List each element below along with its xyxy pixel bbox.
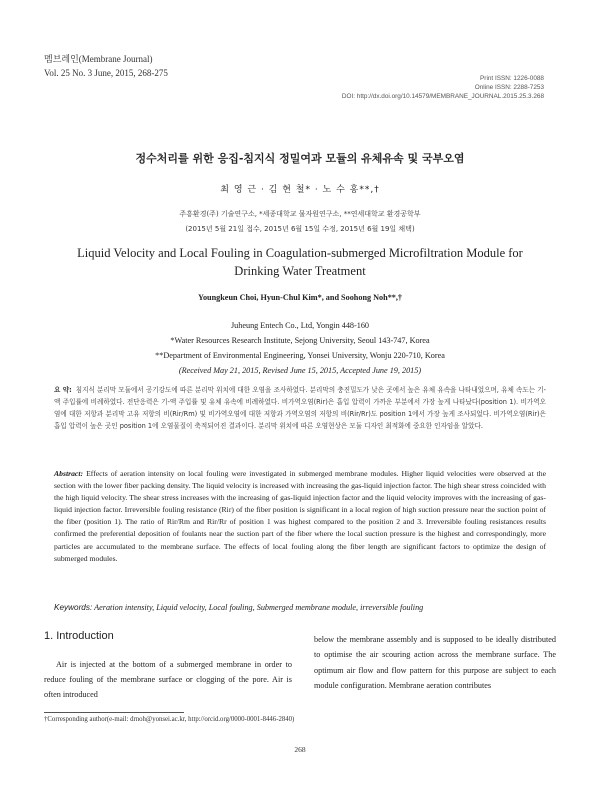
authors-english: Youngkeun Choi, Hyun-Chul Kim*, and Soohong Noh**,† [197, 293, 403, 302]
journal-name: 멤브레인(Membrane Journal) [44, 54, 153, 64]
affiliation-korean [0, 207, 600, 237]
doi: DOI: http://dx.doi.org/10.14579/MEMBRANE_JOURNAL.2015.25.3.268 [341, 93, 544, 100]
page-number: 268 [294, 745, 306, 754]
footnote-divider [44, 712, 184, 713]
abstract-korean-text: 침지식 분리막 모듈에서 공기강도에 따른 분리막 위치에 대한 오염을 조사하였다. 분리막의 충진밀도가 낮은 곳에서 높은 유체 유속을 나타내었으며, 유체 속도는 기-액 주입률에 비례하였다. 전단응력은 기-액 주입률 및 유체 유속에 비례하였다. 비가역오염(Rir)은 흡입 압력이 가까운 부분에서 가장 높게 나타났다(position 1). 비가역오염에 대한 저항과 분리막 고유 저항의 비(Rir/Rm) 및 비가역오염에 대한 저항과 가역오염의 저항의 비(Rir/Rr)도 position 1에서 가장 높게 조사되었다. 비가역오염(Rir)은 흡입 압력이 높은 곳인 position 1에 오염물질이 축적되어진 결과이다. 분리막 위치에 따른 오염현상은 모듈 디자인 최적화에 중요한 인자임을 알았다. [54, 386, 546, 431]
authors-korean: 최 영 근 · 김 현 철* · 노 수 홍**,† [220, 185, 380, 195]
keywords [54, 603, 554, 612]
intro-right-column: below the membrane assembly and is supposed to be ideally distributed to optimise the air scouring action across the membrane surface. The optimum air flow and flow pattern for this purpose are subject to each module configuration. Membrane aeration contributes [314, 635, 556, 690]
affiliation-english-line2: *Water Resources Research Institute, Sejong University, Seoul 143-747, Korea [170, 336, 430, 345]
abstract-korean-label: 요 약: [54, 386, 72, 394]
keywords-text: Aeration intensity, Liquid velocity, Local fouling, Submerged membrane module, irreversible fouling [94, 603, 424, 612]
journal-header [44, 52, 168, 80]
affiliation-english-line3: **Department of Environmental Engineering, Yonsei University, Wonju 220-710, Korea [155, 351, 445, 360]
keywords-label: Keywords: [54, 603, 93, 612]
online-issn: Online ISSN: 2288-7253 [474, 84, 544, 91]
print-issn: Print ISSN: 1226-0088 [480, 75, 544, 82]
affiliation-english-line1: Juheung Entech Co., Ltd, Yongin 448-160 [230, 321, 370, 330]
title-korean: 정수처리를 위한 응집-침지식 정밀여과 모듈의 유체유속 및 국부오염 [135, 152, 465, 165]
affiliation-english [0, 318, 600, 378]
abstract-english-text: Effects of aeration intensity on local fouling were investigated in submerged membrane modules. Higher liquid velocities were observed at the section with the lower fiber packing density. The liquid velocity is increased with increasing the gas-liquid injection factor. The high shear stress coincided with the high liquid velocity. The shear stress increases with the increasing of gas-liquid injection factor and the liquid velocity improves with the increasing of gas-liquid injection factor. Irreversible fouling resistance (Rir) of the fiber position is significant in a local region of high suction pressure near the suction point of the fiber (position 1). The ratio of Rir/Rm and Rir/Rr of position 1 was highest compared to the position 2 and 3. Irreversible fouling resistances results confirmed the preferential deposition of foulants near the suction part of the fiber where the local suction pressure is the highest and correspondingly, more particles are accumulated to the membrane surface. The effects of local fouling along the fiber length are significant factors to optimize the design of submerged modules. [54, 469, 547, 563]
abstract-english [54, 468, 546, 565]
corresponding-author-footnote: †Corresponding author(e-mail: drnoh@yonsei.ac.kr, http://orcid.org/0000-0001-8446-2840) [44, 716, 295, 723]
section-heading-introduction: 1. Introduction [44, 630, 114, 642]
received-dates: (Received May 21, 2015, Revised June 15, 2015, Accepted June 19, 2015) [178, 366, 422, 375]
affiliation-korean-line1: 주흥환경(주) 기술연구소, *세종대학교 물자원연구소, **연세대학교 환경공학부 [179, 210, 421, 218]
title-english: Liquid Velocity and Local Fouling in Coagulation-submerged Microfiltration Module for Drinking Water Treatment [77, 246, 523, 278]
intro-left-column: Air is injected at the bottom of a submerged membrane in order to reduce fouling of the membrane surface or clogging of the pore. Air is often introduced [44, 660, 292, 700]
abstract-korean [54, 384, 546, 432]
journal-volume: Vol. 25 No. 3 June, 2015, 268-275 [44, 68, 168, 78]
issn-block [342, 74, 544, 101]
abstract-english-label: Abstract: [54, 469, 84, 478]
affiliation-korean-dates: (2015년 5월 21일 접수, 2015년 6월 15일 수정, 2015년 6월 19일 채택) [185, 225, 415, 233]
